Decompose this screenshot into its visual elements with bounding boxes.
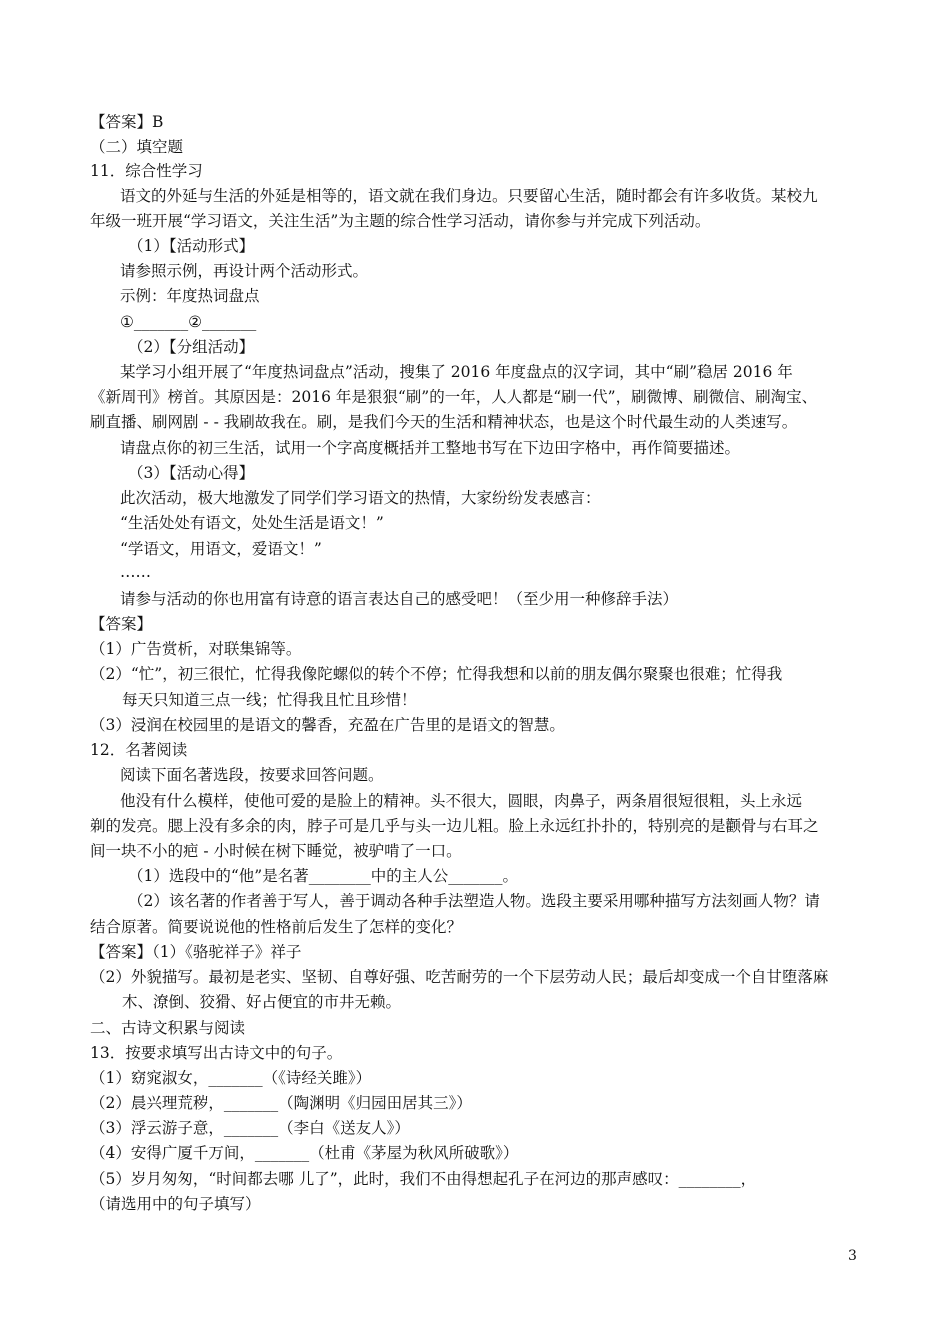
answer-line: （2）外貌描写。最初是老实、坚韧、自尊好强、吃苦耐劳的一个下层劳动人民；最后却变成一个自甘堕落麻 — [90, 968, 829, 986]
paragraph-line: 语文的外延与生活的外延是相等的，语文就在我们身边。只要留心生活，随时都会有许多收货。某校九 — [120, 187, 818, 205]
sub-question: （1）【活动形式】 — [128, 237, 255, 255]
section-heading: （二）填空题 — [90, 138, 184, 156]
paragraph-line: 他没有什么模样，使他可爱的是脸上的精神。头不很大，圆眼，肉鼻子，两条眉很短很粗，头上永远 — [120, 792, 803, 810]
answer-line: 【答案】B — [90, 113, 164, 131]
quote-line: “学语文，用语文，爱语文！” — [120, 540, 322, 558]
paragraph-line: 结合原著。简要说说他的性格前后发生了怎样的变化？ — [90, 918, 463, 936]
sub-question: （1）选段中的“他”是名著________中的主人公_______。 — [128, 867, 518, 885]
fill-blank-line: （3）浮云游子意，_______（李白《送友人》） — [90, 1119, 410, 1137]
sub-question: （3）【活动心得】 — [128, 464, 255, 482]
section-heading: 二、古诗文积累与阅读 — [90, 1019, 246, 1037]
ellipsis-line: …… — [120, 563, 151, 581]
question-12-title: 12．名著阅读 — [90, 741, 188, 759]
paragraph-line: 示例：年度热词盘点 — [120, 287, 260, 305]
paragraph-line: 请参与活动的你也用富有诗意的语言表达自己的感受吧！（至少用一种修辞手法） — [120, 590, 679, 608]
answer-line: （3）浸润在校园里的是语文的馨香，充盈在广告里的是语文的智慧。 — [90, 716, 565, 734]
paragraph-line: 间一块不小的疤 - 小时候在树下睡觉，被驴啃了一口。 — [90, 842, 462, 860]
quote-line: “生活处处有语文，处处生活是语文！” — [120, 514, 384, 532]
paragraph-line: （请选用中的句子填写） — [90, 1195, 261, 1213]
sub-question: （2）该名著的作者善于写人，善于调动各种手法塑造人物。选段主要采用哪种描写方法刻画人物？请 — [128, 892, 820, 910]
sub-question: （2）【分组活动】 — [128, 338, 255, 356]
paragraph-line: 刷直播、刷网剧 - - 我刷故我在。刷，是我们今天的生活和精神状态，也是这个时代最生动的人类速写。 — [90, 413, 798, 431]
fill-blank-line: ①_______②_______ — [120, 313, 257, 331]
fill-blank-line: （1）窈窕淑女，_______（《诗经关雎》） — [90, 1069, 372, 1087]
paragraph-line: 请参照示例，再设计两个活动形式。 — [120, 262, 369, 280]
fill-blank-line: （4）安得广厦千万间，_______（杜甫《茅屋为秋风所破歌》） — [90, 1144, 519, 1162]
paragraph-line: 年级一班开展“学习语文，关注生活”为主题的综合性学习活动，请你参与并完成下列活动。 — [90, 212, 711, 230]
paragraph-line: 阅读下面名著选段，按要求回答问题。 — [120, 766, 384, 784]
paragraph-line: 某学习小组开展了“年度热词盘点”活动，搜集了 2016 年度盘点的汉字词，其中“刷”稳居 2016 年 — [120, 363, 793, 381]
page-number: 3 — [848, 1248, 857, 1264]
fill-blank-line: （2）晨兴理荒秽，_______（陶渊明《归园田居其三》） — [90, 1094, 472, 1112]
question-11-title: 11．综合性学习 — [90, 162, 203, 180]
paragraph-line: 剃的发亮。腮上没有多余的肉，脖子可是几乎与头一边儿粗。脸上永远红扑扑的，特别亮的是颧骨与右耳之 — [90, 817, 819, 835]
paragraph-line: 《新周刊》榜首。其原因是：2016 年是狠狠“刷”的一年，人人都是“刷一代”，刷微博、刷微信、刷淘宝、 — [90, 388, 818, 406]
question-13-title: 13．按要求填写出古诗文中的句子。 — [90, 1044, 343, 1062]
answer-line: 每天只知道三点一线；忙得我且忙且珍惜！ — [122, 691, 417, 709]
answer-line: （2）“忙”，初三很忙，忙得我像陀螺似的转个不停；忙得我想和以前的朋友偶尔聚聚也很难；忙得我 — [90, 665, 783, 683]
paragraph-line: 此次活动，极大地激发了同学们学习语文的热情，大家纷纷发表感言： — [120, 489, 601, 507]
answer-line: 【答案】（1）《骆驼祥子》祥子 — [90, 943, 302, 961]
paragraph-line: 请盘点你的初三生活，试用一个字高度概括并工整地书写在下边田字格中，再作简要描述。 — [120, 439, 741, 457]
fill-blank-line: （5）岁月匆匆，“时间都去哪 儿了”，此时，我们不由得想起孔子在河边的那声感叹：________， — [90, 1170, 757, 1188]
answer-heading: 【答案】 — [90, 615, 153, 633]
answer-line: （1）广告赏析，对联集锦等。 — [90, 640, 302, 658]
answer-line: 木、潦倒、狡猾、好占便宜的市井无赖。 — [122, 993, 402, 1011]
